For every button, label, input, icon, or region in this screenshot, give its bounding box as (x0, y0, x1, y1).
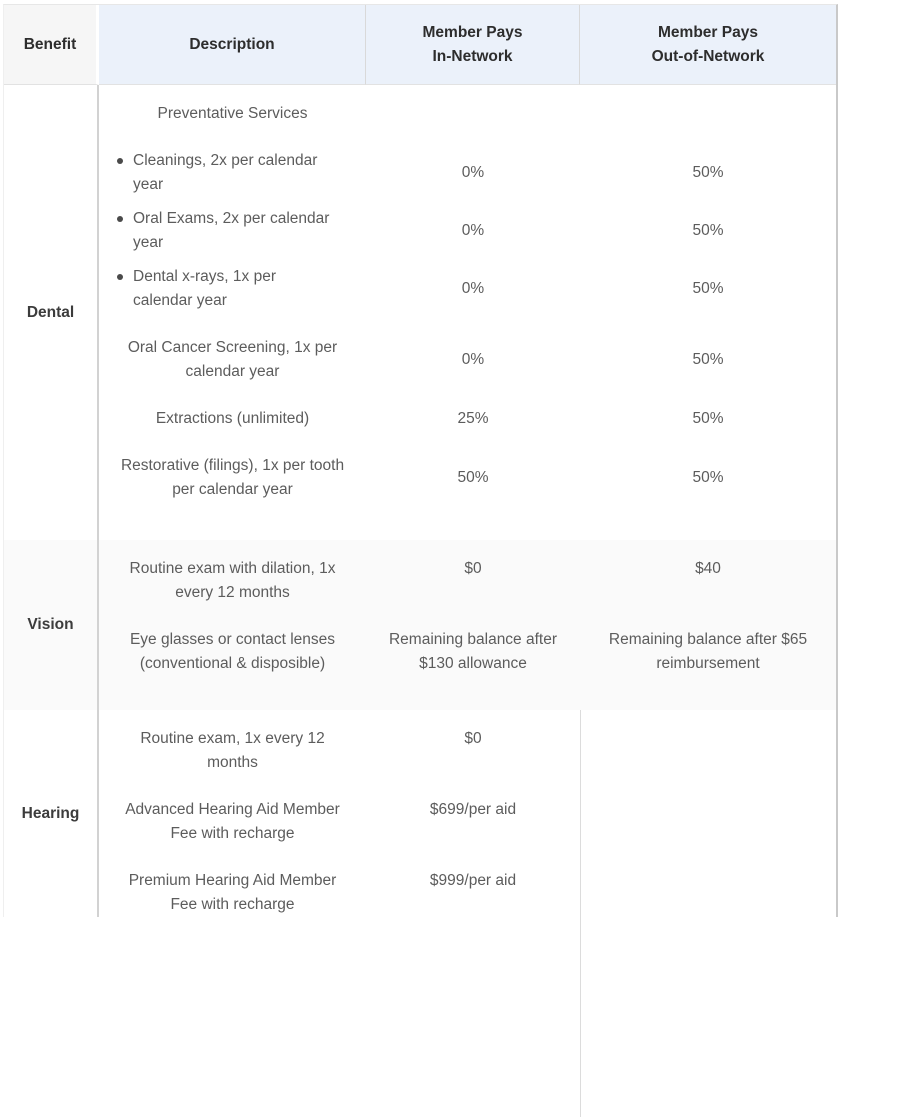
benefit-row-content (99, 540, 836, 710)
item-in-network-value: Remaining balance after $130 allowance (388, 631, 558, 672)
item-description: Oral Exams, 2x per calendar year (99, 207, 366, 255)
item-in-network-value: 25% (457, 410, 489, 427)
benefit-item (99, 336, 836, 384)
item-in-network-value: 0% (461, 164, 485, 181)
benefit-item (99, 207, 836, 255)
item-out-network-value: 50% (692, 469, 724, 486)
item-description: Extractions (unlimited) (155, 410, 310, 427)
item-in-network-value: 50% (457, 469, 489, 486)
item-out-network-value: 50% (692, 410, 724, 427)
item-description: Oral Cancer Screening, 1x per calendar year (127, 339, 338, 380)
item-description: Cleanings, 2x per calendar year (99, 149, 366, 197)
item-description: Routine exam, 1x every 12 months (140, 730, 325, 771)
benefit-name: Hearing (4, 710, 99, 917)
benefit-row-hearing (4, 710, 836, 917)
column-header-benefit (4, 5, 99, 85)
item-out-network-value: 50% (692, 280, 724, 297)
column-header-out-network (580, 5, 836, 85)
column-header-description-label: Description (189, 35, 275, 53)
table-header-row (4, 5, 836, 85)
item-in-network-value: $699/per aid (429, 801, 517, 818)
column-header-out-network-line1: Member Pays (658, 23, 758, 41)
column-header-in-network-line2: In-Network (432, 47, 513, 65)
item-out-network-value: Remaining balance after $65 reimbursement (608, 631, 808, 672)
benefit-item (99, 628, 836, 676)
benefit-item (99, 149, 836, 197)
item-in-network-value: 0% (461, 280, 485, 297)
benefit-name: Dental (4, 85, 99, 540)
item-in-network-value: 0% (461, 222, 485, 239)
benefit-name: Vision (4, 540, 99, 710)
item-in-network-value: $999/per aid (429, 872, 517, 889)
item-in-network-value: 0% (461, 351, 485, 368)
column-header-in-network-line1: Member Pays (422, 23, 523, 41)
item-out-network-value: 50% (692, 164, 724, 181)
item-description: Advanced Hearing Aid Member Fee with recharge (125, 801, 340, 842)
benefits-table (3, 4, 838, 917)
item-in-network-value: $0 (464, 560, 482, 577)
item-description: Preventative Services (157, 105, 308, 122)
benefit-item (99, 407, 836, 431)
benefit-item (99, 454, 836, 502)
benefit-item (99, 798, 836, 846)
benefit-row-content (99, 85, 836, 540)
benefit-row-content (99, 710, 836, 917)
benefit-item (99, 102, 836, 126)
benefit-item (99, 265, 836, 313)
table-body (4, 85, 836, 917)
benefit-row-vision (4, 540, 836, 710)
column-header-out-network-line2: Out-of-Network (651, 47, 765, 65)
item-description: Restorative (filings), 1x per tooth per calendar year (120, 457, 345, 498)
item-description: Eye glasses or contact lenses (conventional & disposible) (129, 631, 336, 672)
benefit-row-dental (4, 85, 836, 540)
item-description: Dental x-rays, 1x per calendar year (99, 265, 366, 313)
column-header-in-network (366, 5, 580, 85)
item-out-network-value: 50% (692, 222, 724, 239)
column-header-description (99, 5, 366, 85)
item-out-network-value: 50% (692, 351, 724, 368)
benefit-item (99, 557, 836, 605)
item-out-network-value: $40 (695, 560, 721, 577)
item-description: Routine exam with dilation, 1x every 12 months (129, 560, 336, 601)
column-header-benefit-label: Benefit (23, 35, 77, 53)
item-in-network-value: $0 (464, 730, 482, 747)
benefit-item (99, 727, 836, 775)
item-description: Premium Hearing Aid Member Fee with recharge (128, 872, 337, 913)
benefit-item (99, 869, 836, 917)
